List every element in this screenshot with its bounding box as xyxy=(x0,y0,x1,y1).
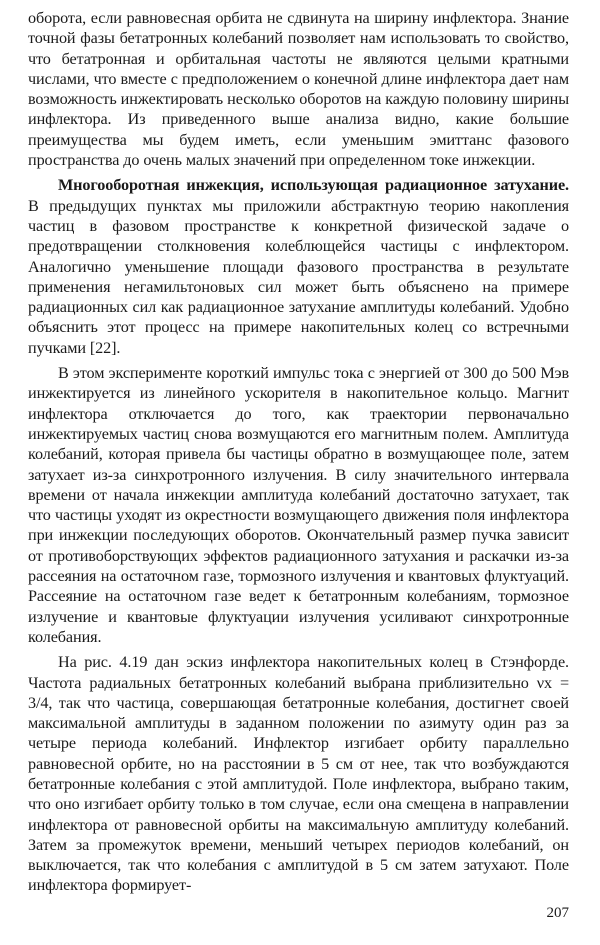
paragraph-2-heading: Многооборотная инжекция, использующая радиационное затухание. xyxy=(58,176,569,195)
paragraph-3: В этом эксперименте короткий импульс тока с энергией от 300 до 500 Мэв инжектируется из линейного ускорителя в накопительное кольцо. Магнит инфлектора отключается до того, как траектории первоначально инжектируемых частиц снова возмущаются его магнитным полем. Амплитуда колебаний, которая привела бы частицы обратно в возмущающее поле, затем затухает из-за синхротронного излучения. В силу значительного интервала времени от начала инжекции амплитуда колебаний достаточно затухает, так что частицы уходят из окрестности возмущающего движения поля инфлектора при инжекции последующих оборотов. Окончательный размер пучка зависит от противоборствующих эффектов радиационного затухания и раскачки из-за рассеяния на остаточном газе, тормозного излучения и квантовых флуктуаций. Рассеяние на остаточном газе ведет к бетатронным колебаниям, тормозное излучение и квантовые флуктуации излучения усиливают синхротронные колебания. xyxy=(28,364,569,646)
paragraph-1: оборота, если равновесная орбита не сдвинута на ширину инфлектора. Знание точной фазы бетатронных колебаний позволяет нам использовать то свойство, что бетатронная и орбитальная частоты не являются целыми кратными числами, что вместе с предположением о конечной длине инфлектора дает нам возможность инжектировать несколько оборотов на каждую половину ширины инфлектора. Из приведенного выше анализа видно, какие большие преимущества мы будем иметь, если уменьшим эмиттанс фазового пространства до очень малых значений при определенном токе инжекции. xyxy=(28,9,569,170)
page-number: 207 xyxy=(546,905,569,921)
body-text xyxy=(28,8,569,896)
paragraph-2 xyxy=(28,175,569,358)
paragraph-4: На рис. 4.19 дан эскиз инфлектора накопительных колец в Стэнфорде. Частота радиальных бетатронных колебаний выбрана приблизительно νx = 3/4, так что частица, совершающая бетатронные колебания, достигнет своей максимальной амплитуды в заданном положении по азимуту один раз за четыре периода колебаний. Инфлектор изгибает орбиту параллельно равновесной орбите, но на расстоянии в 5 см от нее, так что возбуждаются бетатронные колебания с этой амплитудой. Поле инфлектора, выбрано таким, что оно изгибает орбиту только в том случае, если она смещена в направлении инфлектора от равновесной орбиты на максимальную амплитуду колебаний. Затем за промежуток времени, меньший четырех периодов колебаний, он выключается, так что колебания с амплитудой в 5 см затем затухают. Поле инфлектора формирует- xyxy=(28,653,569,895)
paragraph-2-text: В предыдущих пунктах мы приложили абстрактную теорию накопления частиц в фазовом пространстве к конкретной физической задаче о предотвращении столкновения колеблющейся частицы с инфлектором. Аналогично уменьшение площади фазового пространства в результате применения негамильтоновых сил может быть объяснено на примере радиационных сил как радиационное затухание амплитуды колебаний. Удобно объяснить этот процесс на примере накопительных колец со встречными пучками [22]. xyxy=(28,196,569,357)
